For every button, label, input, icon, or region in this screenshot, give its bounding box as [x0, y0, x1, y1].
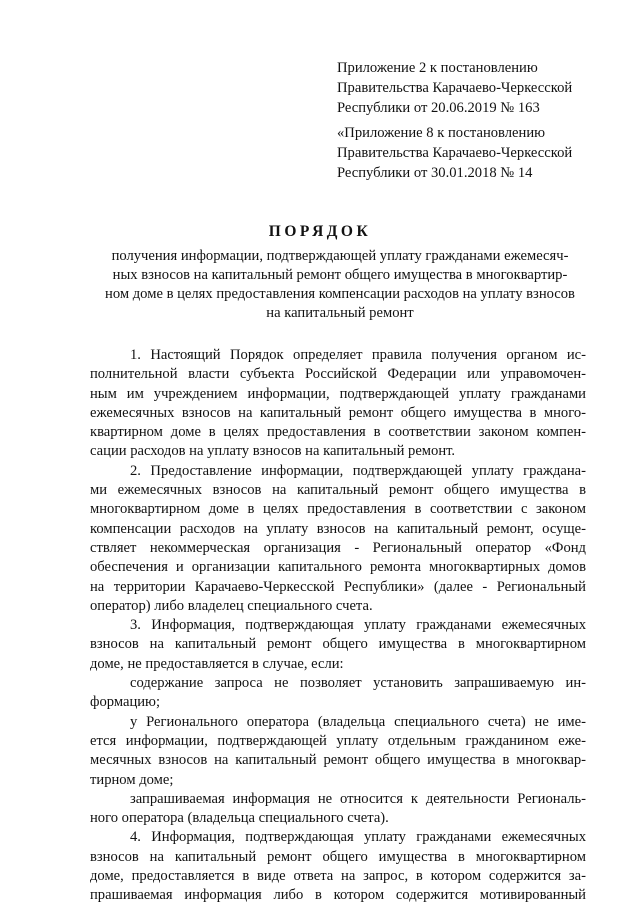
document-title: ПОРЯДОК [268, 223, 372, 240]
body-line: квартирном доме в целях предоставления в соответствии законом компен- [90, 424, 586, 441]
appendix-header-original [337, 123, 572, 183]
body-line: полнительной власти субъекта Российской Федерации или управомочен- [90, 366, 586, 383]
body-line: 1. Настоящий Порядок определяет правила получения органом ис- [130, 347, 586, 363]
body-line: ежемесячных взносов на капитальный ремонт общего имущества в много- [90, 404, 586, 421]
body-line: 4. Информация, подтверждающая уплату гражданами ежемесячных [130, 829, 586, 846]
body-line: взносов на капитальный ремонт общего имущества в многоквартирном [90, 636, 586, 653]
body-line: ствляет некоммерческая организация - Региональный оператор «Фонд [90, 539, 586, 556]
body-line: ми ежемесячных взносов на капитальный ремонт общего имущества в [90, 482, 586, 499]
body-line: на территории Карачаево-Черкесской Республики» (далее - Региональный [90, 578, 586, 595]
body-line: ным им учреждением информации, подтверждающей уплату гражданами [90, 385, 586, 402]
document-subtitle [90, 247, 590, 323]
body-line: ного оператора (владельца специального счета). [90, 810, 389, 827]
subtitle-line: получения информации, подтверждающей уплату гражданами ежемесяч- [111, 248, 569, 264]
document-body [90, 346, 586, 906]
body-line: оператор) либо владелец специального счета. [90, 597, 373, 614]
appendix-line: Приложение 2 к постановлению [337, 60, 538, 76]
body-line: у Регионального оператора (владельца специального счета) не име- [130, 713, 586, 730]
appendix-line: Республики от 30.01.2018 № 14 [337, 165, 533, 181]
body-line: тирном доме; [90, 771, 174, 788]
appendix-line: Правительства Карачаево-Черкесской [337, 80, 573, 96]
body-line: сации расходов на уплату взносов на капитальный ремонт. [90, 443, 456, 460]
subtitle-line: ных взносов на капитальный ремонт общего имущества в многоквартир- [112, 267, 568, 283]
subtitle-line: на капитальный ремонт [266, 305, 414, 321]
body-line: 3. Информация, подтверждающая уплату гражданами ежемесячных [130, 617, 586, 634]
body-line: обеспечения и организации капитального ремонта многоквартирных домов [90, 559, 586, 576]
body-line: компенсации расходов на уплату взносов на капитальный ремонт, осуще- [90, 520, 586, 537]
body-line: 2. Предоставление информации, подтверждающей уплату граждана- [130, 462, 586, 479]
appendix-line: Правительства Карачаево-Черкесской [337, 145, 573, 161]
appendix-line: «Приложение 8 к постановлению [337, 125, 546, 141]
body-line: запрашиваемая информация не относится к деятельности Региональ- [130, 790, 586, 807]
body-line: прашиваемая информация либо в котором содержится мотивированный [90, 887, 586, 904]
body-line: многоквартирном доме в целях предоставления в соответствии с законом [90, 501, 586, 518]
body-line: доме, предоставляется в виде ответа на запрос, в котором содержится за- [90, 868, 586, 885]
body-line: содержание запроса не позволяет установить запрашиваемую ин- [130, 675, 586, 692]
body-line: месячных взносов на капитальный ремонт общего имущества в многоквар- [90, 752, 586, 769]
appendix-header-current [337, 58, 572, 118]
subtitle-line: ном доме в целях предоставления компенсации расходов на уплату взносов [105, 286, 575, 302]
body-line: формацию; [90, 694, 161, 711]
appendix-line: Республики от 20.06.2019 № 163 [337, 100, 540, 116]
body-line: доме, не предоставляется в случае, если: [90, 655, 344, 672]
body-line: ется информации, подтверждающей уплату отдельным гражданином еже- [90, 732, 586, 749]
body-line: взносов на капитальный ремонт общего имущества в многоквартирном [90, 848, 586, 865]
